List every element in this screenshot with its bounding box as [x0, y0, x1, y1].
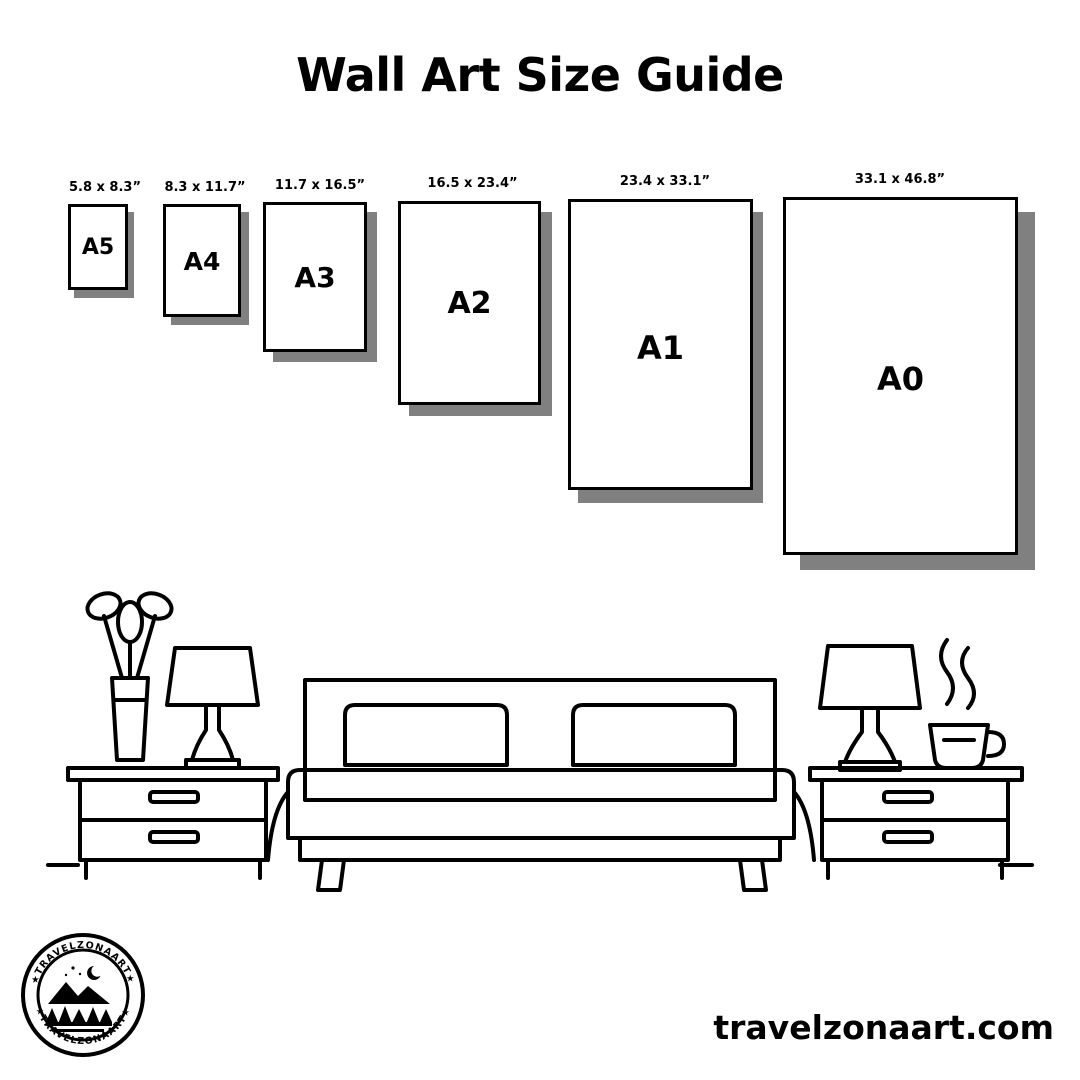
- frame-dimension-a3: 11.7 x 16.5”: [274, 178, 366, 193]
- frame-label-a3: A3: [294, 261, 336, 294]
- frame-label-a2: A2: [447, 286, 492, 321]
- page-title: Wall Art Size Guide: [296, 48, 784, 102]
- plant-vase-icon: [84, 589, 175, 760]
- left-lamp-icon: [167, 648, 258, 768]
- frame-label-a0: A0: [876, 360, 925, 398]
- bedroom-illustration: [0, 560, 1080, 920]
- left-nightstand: [68, 768, 278, 878]
- frame-group-a4: [150, 180, 260, 350]
- frame-box-a4: [163, 204, 241, 317]
- frame-label-a1: A1: [636, 329, 685, 367]
- frame-group-a3: [255, 178, 385, 398]
- frame-dimension-a1: 23.4 x 33.1”: [619, 174, 711, 189]
- logo-text-top: ★TRAVELZONAART★: [29, 939, 137, 986]
- brand-logo: [18, 930, 148, 1060]
- bed-icon: [268, 680, 814, 890]
- frame-dimension-a5: 5.8 x 8.3”: [68, 180, 142, 195]
- frame-box-a3: [263, 202, 367, 352]
- right-nightstand: [810, 768, 1022, 878]
- right-lamp-icon: [820, 646, 920, 770]
- frame-box-a0: [783, 197, 1018, 555]
- website-url: travelzonaart.com: [713, 1008, 1054, 1047]
- frame-dimension-a2: 16.5 x 23.4”: [427, 176, 518, 191]
- frame-dimension-a4: 8.3 x 11.7”: [164, 180, 246, 195]
- coffee-cup-icon: [930, 640, 1004, 768]
- frame-group-a1: [560, 174, 780, 514]
- frame-group-a0: [775, 172, 1040, 592]
- frame-label-a5: A5: [81, 235, 115, 260]
- logo-mountain-icon: [48, 982, 110, 1004]
- frame-box-a1: [568, 199, 753, 490]
- frame-group-a5: [60, 180, 150, 320]
- frame-group-a2: [395, 176, 560, 446]
- frame-box-a5: [68, 204, 128, 290]
- logo-moon-icon: [65, 966, 101, 980]
- frame-label-a4: A4: [183, 247, 221, 276]
- logo-text-bottom: ★TRAVELZONAART★: [32, 1005, 134, 1048]
- frame-dimension-a0: 33.1 x 46.8”: [854, 172, 946, 187]
- frame-box-a2: [398, 201, 541, 405]
